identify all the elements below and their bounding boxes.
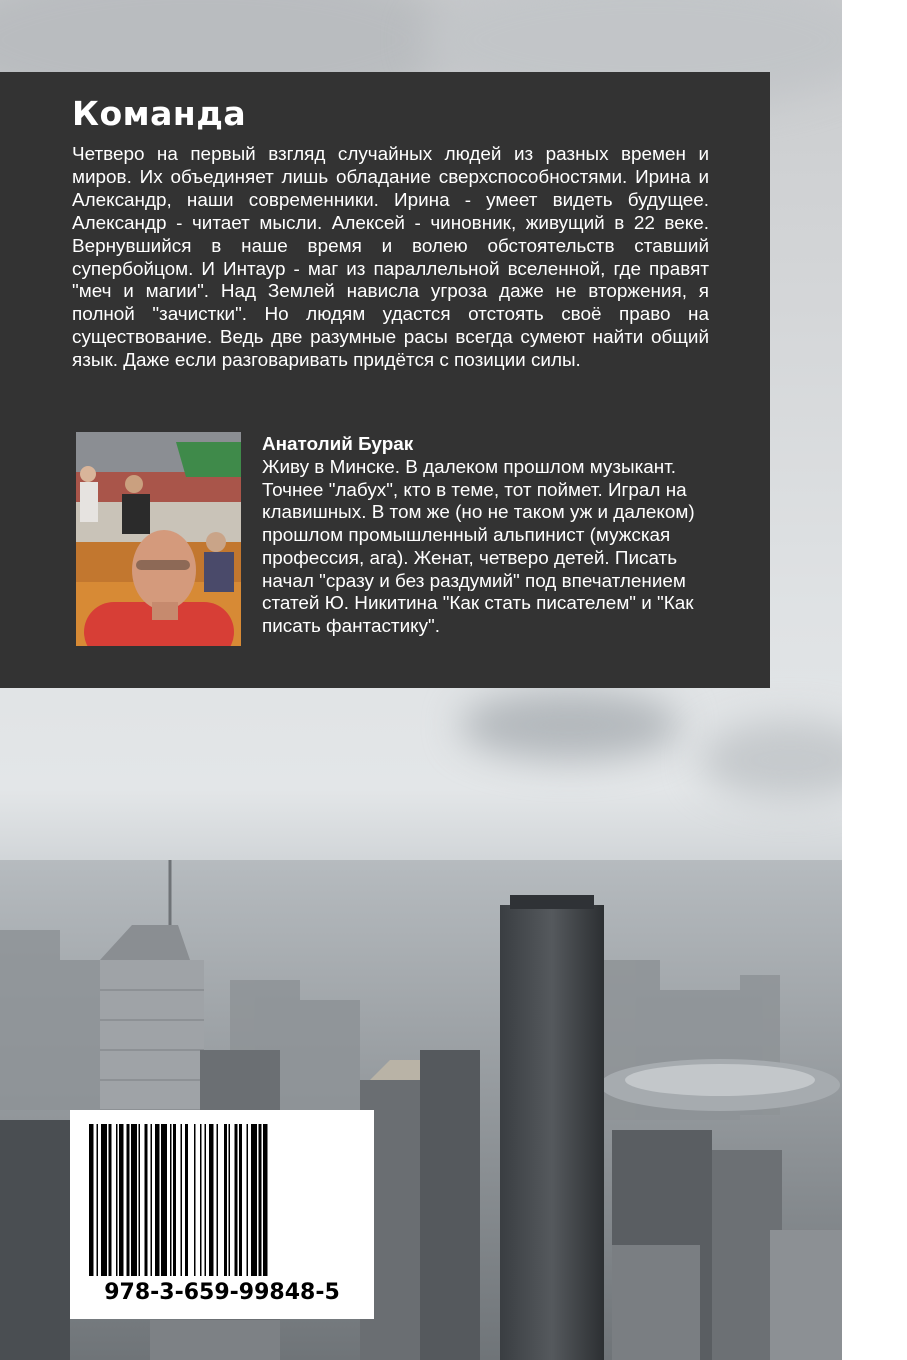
barcode-bar [194, 1124, 196, 1276]
barcode-bar [170, 1124, 172, 1276]
barcode-bar [229, 1124, 231, 1276]
book-blurb: Четверо на первый взгляд случайных людей из разных времен и миров. Их объединяет лишь обладание сверхспособностями. Ирина и Александр, наши современники. Ирина - умеет видеть будущее. Александр - читает мысли. Алексей - чиновник, живущий в 22 веке. Вернувшийся в наше время и волею обстоятельств ставший супербойцом. И Интаур - маг из параллельной вселенной, где правят "меч и магии". Над Землей нависла угроза даже не вторжения, я полной "зачистки". Но людям удастся отстоять своё право на существование. Ведь две разумные расы всегда сумеют найти общий язык. Даже если разговаривать придётся с позиции силы. [72, 144, 709, 372]
barcode-bar [97, 1124, 99, 1276]
barcode-bar [239, 1124, 242, 1276]
barcode-bar [139, 1124, 141, 1276]
barcode-bar [131, 1124, 137, 1276]
barcode-bar [116, 1124, 118, 1276]
barcode-bar [145, 1124, 148, 1276]
barcode [70, 1110, 374, 1319]
author-name: Анатолий Бурак [262, 434, 414, 455]
barcode-bar [185, 1124, 188, 1276]
isbn-number: 978-3-659-99848-5 [104, 1280, 340, 1305]
barcode-bar [155, 1124, 160, 1276]
barcode-bar [89, 1124, 94, 1276]
barcode-bar [101, 1124, 107, 1276]
barcode-bar [217, 1124, 219, 1276]
barcode-bar [205, 1124, 207, 1276]
barcode-bar [263, 1124, 268, 1276]
barcode-bar [235, 1124, 238, 1276]
barcode-bar [259, 1124, 262, 1276]
page-margin [842, 0, 907, 1360]
barcode-bar [173, 1124, 176, 1276]
barcode-bar [247, 1124, 249, 1276]
barcode-bar [200, 1124, 202, 1276]
barcode-bar [161, 1124, 167, 1276]
barcode-bar [151, 1124, 153, 1276]
barcode-bar [251, 1124, 257, 1276]
barcode-bar [119, 1124, 124, 1276]
author-portrait-image [76, 432, 241, 646]
author-photo [76, 432, 241, 646]
barcode-bar [109, 1124, 112, 1276]
book-title: Команда [72, 94, 247, 133]
barcode-bar [127, 1124, 130, 1276]
barcode-bar [181, 1124, 183, 1276]
barcode-bar [224, 1124, 227, 1276]
barcode-bars [89, 1124, 355, 1276]
barcode-bar [209, 1124, 214, 1276]
author-bio: Живу в Минске. В далеком прошлом музыкант. Точнее "лабух", кто в теме, тот поймет. Играл на клавишных. В том же (но не таком уж и далеком) прошлом промышленный альпинист (мужская профессия, ага). Женат, четверо детей. Писать начал "сразу и без раздумий" под впечатлением статей Ю. Никитина "Как стать писателем" и "Как писать фантастику". [262, 457, 695, 637]
